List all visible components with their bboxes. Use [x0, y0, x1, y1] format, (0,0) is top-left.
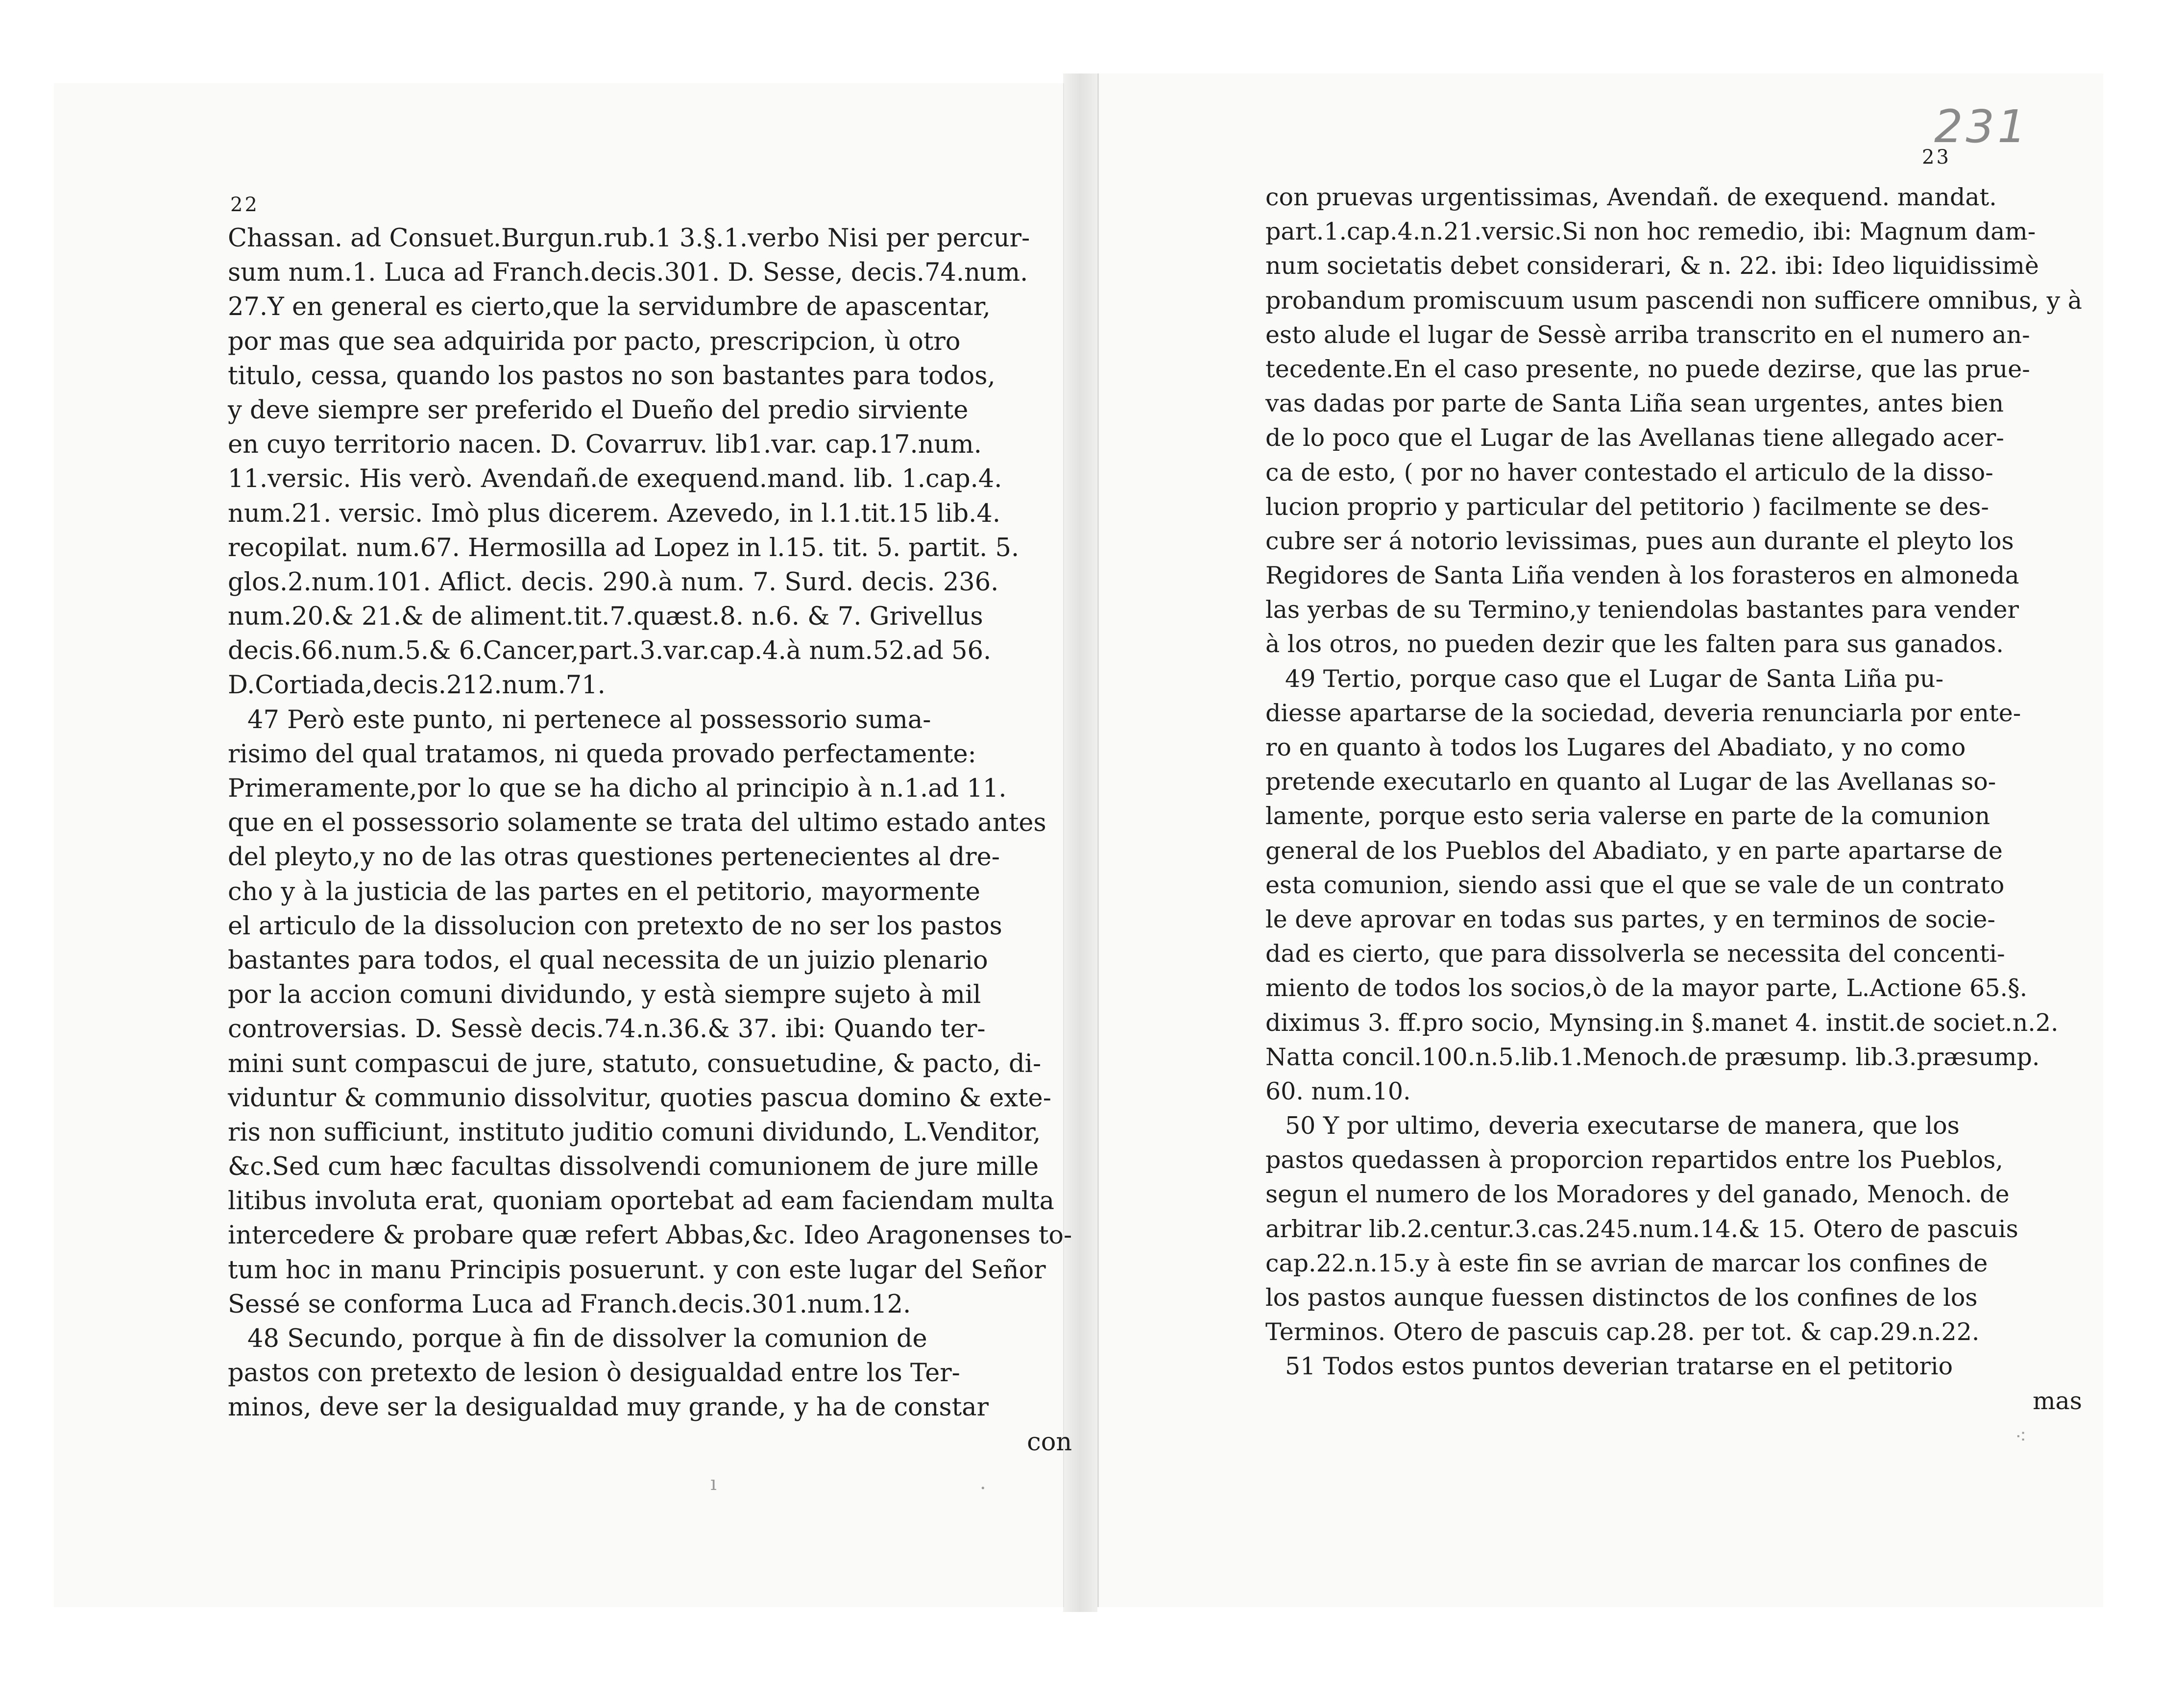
handwritten-folio-number: 231 — [1934, 100, 2029, 153]
right-page-number: 23 — [1922, 146, 1951, 169]
text-line: en cuyo territorio nacen. D. Covarruv. lib1.var. cap.17.num. — [228, 430, 982, 460]
text-line: part.1.cap.4.n.21.versic.Si non hoc remedio, ibi: Magnum dam- — [1265, 218, 2036, 246]
text-line: que en el possessorio solamente se trata del ultimo estado antes — [228, 808, 1046, 838]
text-line: del pleyto,y no de las otras questiones pertenecientes al dre- — [228, 843, 1000, 872]
paragraph-start-50: 50 Y por ultimo, deveria executarse de manera, que los — [1285, 1112, 1960, 1140]
text-line: D.Cortiada,decis.212.num.71. — [228, 671, 606, 700]
ink-speck: ı — [710, 1472, 717, 1495]
text-line: general de los Pueblos del Abadiato, y en parte apartarse de — [1265, 836, 2003, 865]
text-line: num.21. versic. Imò plus dicerem. Azevedo, in l.1.tit.15 lib.4. — [228, 499, 1001, 528]
text-line: pretende executarlo en quanto al Lugar de las Avellanas so- — [1265, 768, 1996, 796]
text-line: Sessé se conforma Luca ad Franch.decis.301.num.12. — [228, 1290, 911, 1319]
left-page-text — [228, 221, 1072, 1460]
text-line: las yerbas de su Termino,y teniendolas bastantes para vender — [1265, 596, 2019, 624]
text-line: à los otros, no pueden dezir que les falten para sus ganados. — [1265, 630, 2004, 659]
text-line: dad es cierto, que para dissolverla se necessita del concenti- — [1265, 940, 2005, 968]
left-page — [54, 83, 1072, 1607]
text-line: cho y à la justicia de las partes en el petitorio, mayormente — [228, 877, 980, 906]
text-line: recopilat. num.67. Hermosilla ad Lopez in l.15. tit. 5. partit. 5. — [228, 533, 1019, 562]
text-line: sum num.1. Luca ad Franch.decis.301. D. Sesse, decis.74.num. — [228, 258, 1028, 288]
text-line: miento de todos los socios,ò de la mayor parte, L.Actione 65.§. — [1265, 974, 2028, 1002]
text-line: por la accion comuni dividundo, y està siempre sujeto à mil — [228, 980, 981, 1010]
text-line: el articulo de la dissolucion con pretexto de no ser los pastos — [228, 911, 1002, 941]
text-line: &c.Sed cum hæc facultas dissolvendi comunionem de jure mille — [228, 1152, 1039, 1182]
text-line: Natta concil.100.n.5.lib.1.Menoch.de præsump. lib.3.præsump. — [1265, 1043, 2040, 1071]
text-line: de lo poco que el Lugar de las Avellanas tiene allegado acer- — [1265, 424, 2004, 452]
text-line: le deve aprovar en todas sus partes, y en terminos de socie- — [1265, 905, 1995, 933]
text-line: ca de esto, ( por no haver contestado el articulo de la disso- — [1265, 458, 1993, 487]
text-line: mini sunt compascui de jure, statuto, consuetudine, & pacto, di- — [228, 1049, 1042, 1078]
text-line: Regidores de Santa Liña venden à los forasteros en almoneda — [1265, 561, 2019, 590]
text-line: esta comunion, siendo assi que el que se vale de un contrato — [1265, 871, 2005, 899]
text-line: con pruevas urgentissimas, Avendañ. de exequend. mandat. — [1265, 183, 1997, 211]
text-line: cap.22.n.15.y à este fin se avrian de marcar los confines de — [1265, 1249, 1988, 1277]
text-line: minos, deve ser la desigualdad muy grande, y ha de constar — [228, 1393, 989, 1422]
paragraph-start-49: 49 Tertio, porque caso que el Lugar de Santa Liña pu- — [1285, 664, 1944, 693]
text-line: 60. num.10. — [1265, 1077, 1411, 1105]
text-line: diximus 3. ff.pro socio, Mynsing.in §.manet 4. instit.de societ.n.2. — [1265, 1008, 2059, 1037]
text-line: ris non sufficiunt, instituto juditio comuni dividundo, L.Venditor, — [228, 1118, 1041, 1147]
text-line: num.20.& 21.& de aliment.tit.7.quæst.8. n.6. & 7. Grivellus — [228, 602, 983, 632]
paragraph-start-51: 51 Todos estos puntos deverian tratarse en el petitorio — [1285, 1352, 1953, 1381]
text-line: viduntur & communio dissolvitur, quoties pascua domino & exte- — [228, 1083, 1051, 1113]
text-line: segun el numero de los Moradores y del ganado, Menoch. de — [1265, 1180, 2010, 1209]
text-line: num societatis debet considerari, & n. 22. ibi: Ideo liquidissimè — [1265, 252, 2039, 280]
text-line: risimo del qual tratamos, ni queda provado perfectamente: — [228, 739, 976, 769]
paragraph-start-48: 48 Secundo, porque à fin de dissolver la comunion de — [247, 1324, 927, 1353]
text-line: probandum promiscuum usum pascendi non sufficere omnibus, y à — [1265, 286, 2082, 315]
text-line: vas dadas por parte de Santa Liña sean urgentes, antes bien — [1265, 390, 2004, 418]
left-catchword: con — [1027, 1427, 1072, 1457]
text-line: Primeramente,por lo que se ha dicho al principio à n.1.ad 11. — [228, 774, 1007, 803]
text-line: pastos quedassen à proporcion repartidos entre los Pueblos, — [1265, 1146, 2003, 1174]
text-line: 11.versic. His verò. Avendañ.de exequend.mand. lib. 1.cap.4. — [228, 464, 1002, 494]
text-line: lamente, porque esto seria valerse en parte de la comunion — [1265, 802, 1990, 830]
text-line: diesse apartarse de la sociedad, deveria renunciarla por ente- — [1265, 699, 2021, 727]
right-page — [1097, 73, 2103, 1607]
text-line: esto alude el lugar de Sessè arriba transcrito en el numero an- — [1265, 320, 2030, 349]
text-line: decis.66.num.5.& 6.Cancer,part.3.var.cap.4.à num.52.ad 56. — [228, 636, 992, 666]
text-line: glos.2.num.101. Aflict. decis. 290.à num. 7. Surd. decis. 236. — [228, 567, 999, 597]
text-line: ro en quanto à todos los Lugares del Abadiato, y no como — [1265, 733, 1966, 761]
text-line: y deve siempre ser preferido el Dueño del predio sirviente — [228, 395, 969, 425]
text-line: intercedere & probare quæ refert Abbas,&c. Ideo Aragonenses to- — [228, 1221, 1072, 1250]
ink-speck: ⁖ — [2015, 1426, 2027, 1448]
text-line: lucion proprio y particular del petitorio ) facilmente se des- — [1265, 492, 1989, 521]
text-line: por mas que sea adquirida por pacto, prescripcion, ù otro — [228, 327, 961, 356]
text-line: pastos con pretexto de lesion ò desigualdad entre los Ter- — [228, 1359, 960, 1388]
text-line: titulo, cessa, quando los pastos no son bastantes para todos, — [228, 361, 995, 390]
text-line: litibus involuta erat, quoniam oportebat ad eam faciendam multa — [228, 1187, 1054, 1216]
left-page-number: 22 — [230, 194, 259, 216]
text-line: controversias. D. Sessè decis.74.n.36.& 37. ibi: Quando ter- — [228, 1015, 986, 1044]
text-line: los pastos aunque fuessen distinctos de los confines de los — [1265, 1284, 1978, 1312]
text-line: 27.Y en general es cierto,que la servidumbre de apascentar, — [228, 293, 991, 322]
text-line: tum hoc in manu Principis posuerunt. y con este lugar del Señor — [228, 1255, 1046, 1285]
right-page-text — [1265, 180, 2082, 1418]
text-line: Chassan. ad Consuet.Burgun.rub.1 3.§.1.verbo Nisi per percur- — [228, 224, 1030, 253]
text-line: arbitrar lib.2.centur.3.cas.245.num.14.& 15. Otero de pascuis — [1265, 1215, 2018, 1243]
text-line: cubre ser á notorio levissimas, pues aun durante el pleyto los — [1265, 527, 2014, 555]
text-line: tecedente.En el caso presente, no puede dezirse, que las prue- — [1265, 355, 2030, 383]
text-line: bastantes para todos, el qual necessita de un juizio plenario — [228, 946, 988, 975]
paragraph-start-47: 47 Però este punto, ni pertenece al possessorio suma- — [247, 705, 931, 734]
right-catchword: mas — [2033, 1387, 2082, 1415]
ink-speck: · — [980, 1477, 986, 1500]
text-line: Terminos. Otero de pascuis cap.28. per tot. & cap.29.n.22. — [1265, 1318, 1980, 1346]
